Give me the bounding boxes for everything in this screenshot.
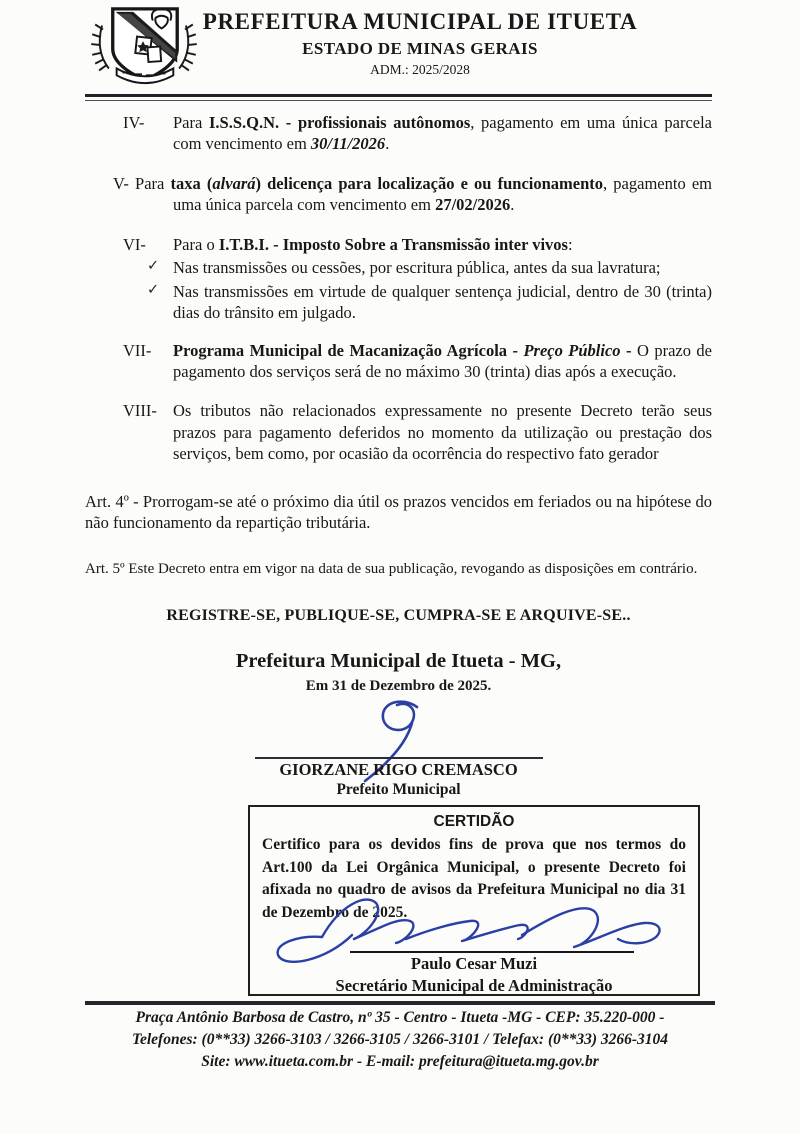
mayor-role: Prefeito Municipal xyxy=(336,781,461,799)
item-numeral: IV- xyxy=(123,113,145,132)
decree-item-vi xyxy=(85,234,712,324)
header-divider xyxy=(85,94,712,101)
item-text: Para I.S.S.Q.N. - profissionais autônomos, pagamento em uma única parcela com vencimento em 30/11/2026. xyxy=(173,113,712,154)
date-line: Em 31 de Dezembro de 2025. xyxy=(305,677,492,694)
list-item xyxy=(147,257,712,278)
article-5: Art. 5º Este Decreto entra em vigor na data de sua publicação, revogando as disposições em contrário. xyxy=(85,560,698,577)
decree-item-iv xyxy=(85,112,712,155)
list-item xyxy=(147,281,712,324)
item-text: Programa Municipal de Macanização Agrícola - Preço Público - O prazo de pagamento dos serviços será de no máximo 30 (trinta) dias após a execução. xyxy=(173,340,712,381)
mayor-signature-block xyxy=(239,701,559,798)
bullet-text: Nas transmissões ou cessões, por escritura pública, antes da sua lavratura; xyxy=(173,258,661,278)
item-text: Para taxa (alvará) delicença para localização e ou funcionamento, pagamento em uma única parcela com vencimento em 27/02/2026. xyxy=(135,173,712,215)
secretary-signature-block xyxy=(262,924,686,996)
closing-order: REGISTRE-SE, PUBLIQUE-SE, CUMPRA-SE E ARQUIVE-SE.. xyxy=(166,607,631,625)
footer-phones: Telefones: (0**33) 3266-3103 / 3266-3105 / 3266-3101 / Telefax: (0**33) 3266-3104 xyxy=(131,1031,669,1049)
mayor-name: GIORZANE RIGO CREMASCO xyxy=(279,760,518,780)
footer-site-email: Site: www.itueta.com.br - E-mail: prefeitura@itueta.mg.gov.br xyxy=(201,1053,599,1071)
footer-address: Praça Antônio Barbosa de Castro, nº 35 - Centro - Itueta -MG - CEP: 35.220-000 - xyxy=(135,1009,665,1027)
administration-term: ADM.: 2025/2028 xyxy=(370,62,470,78)
item-text xyxy=(147,234,712,324)
org-state: ESTADO DE MINAS GERAIS xyxy=(302,39,538,59)
article-4: Art. 4º - Prorrogam-se até o próximo dia útil os prazos vencidos em feriados ou na hipótese do não funcionamento da repartição tributária. xyxy=(85,491,712,533)
item-numeral: V- xyxy=(113,173,136,193)
bullet-text: Nas transmissões em virtude de qualquer sentença judicial, dentro de 30 (trinta) dias do trânsito em julgado. xyxy=(173,281,712,323)
item-numeral: VIII- xyxy=(123,401,157,421)
letterhead xyxy=(0,0,800,94)
place-line: Prefeitura Municipal de Itueta - MG, xyxy=(235,650,562,673)
item-numeral: VI- xyxy=(123,234,146,254)
decree-body xyxy=(85,112,712,996)
letterhead-text xyxy=(120,10,720,78)
decree-item-v xyxy=(85,173,712,216)
footer xyxy=(0,1007,800,1073)
item-numeral: VII- xyxy=(123,340,152,360)
secretary-role: Secretário Municipal de Administração xyxy=(335,976,613,996)
certificate-body: Certifico para os devidos fins de prova que nos termos do Art.100 da Lei Orgânica Municipal, o presente Decreto foi afixada no quadro de avisos da Prefeitura Municipal no dia 31 de Dezembro de 2025. xyxy=(262,836,686,921)
item-text: Os tributos não relacionados expressamente no presente Decreto terão seus prazos para pagamento deferidos no momento da utilização ou prestação dos serviços, bem como, por ocasião da ocorrência do respectivo fato gerador xyxy=(173,401,712,464)
check-icon: ✓ xyxy=(147,281,160,298)
certificate-title: CERTIDÃO xyxy=(433,813,515,831)
check-icon: ✓ xyxy=(147,258,160,275)
certificate-box xyxy=(248,805,700,996)
item-lead: Para o I.T.B.I. - Imposto Sobre a Transmissão inter vivos: xyxy=(173,234,573,254)
decree-item-viii xyxy=(85,400,712,464)
org-title: PREFEITURA MUNICIPAL DE ITUETA xyxy=(202,9,638,34)
footer-divider xyxy=(85,1001,715,1005)
secretary-name: Paulo Cesar Muzi xyxy=(410,954,538,974)
decree-item-vii xyxy=(85,340,712,383)
